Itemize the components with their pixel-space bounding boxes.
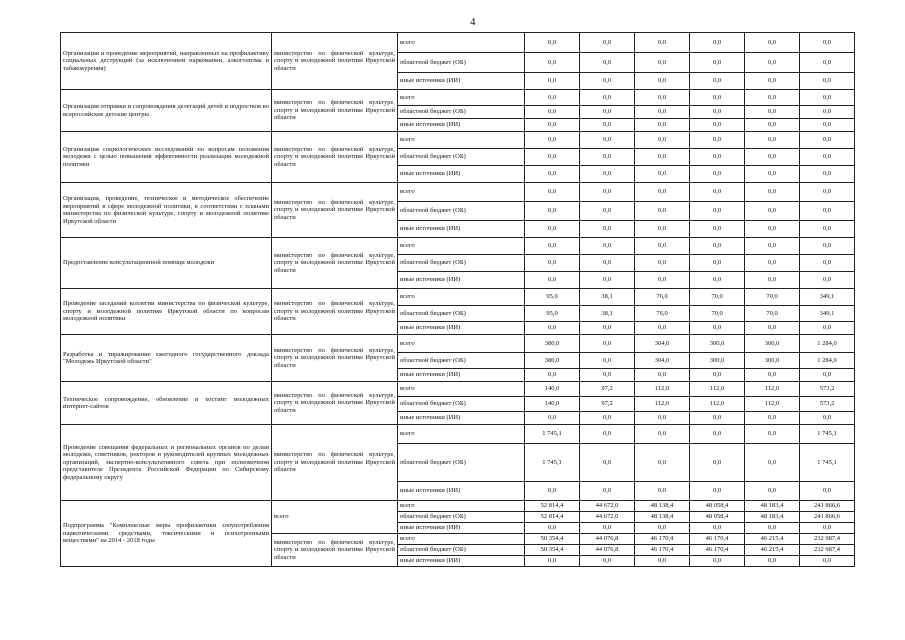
funding-source: областной бюджет (ОБ) <box>398 444 525 482</box>
amount-year-2: 44 672,0 <box>580 501 635 512</box>
amount-year-5: 0,0 <box>745 412 800 425</box>
amount-year-6: 0,0 <box>800 90 855 106</box>
responsible-executor: министерство по физической культуре, спорту и молодежной политике Иркутской области <box>272 33 398 90</box>
amount-year-6: 0,0 <box>800 73 855 90</box>
amount-year-1: 0,0 <box>525 322 580 335</box>
funding-source: областной бюджет (ОБ) <box>398 545 525 556</box>
funding-source: всего <box>398 425 525 444</box>
activity-name: Организация, проведение, техническое и методическое обеспечение мероприятий в сфере молодежной политики, в соответствии с планами министерства по физической культуре, спорту и молодежной политике Иркутской области <box>61 183 272 238</box>
amount-year-3: 304,0 <box>635 353 690 369</box>
activity-name: Организация отправки и сопровождения делегаций детей и подростков во всероссийские детские центры <box>61 90 272 132</box>
amount-year-2: 0,0 <box>580 73 635 90</box>
table-row <box>61 382 855 397</box>
amount-year-3: 0,0 <box>635 106 690 119</box>
amount-year-4: 0,0 <box>690 132 745 149</box>
amount-year-4: 70,0 <box>690 289 745 306</box>
table-row <box>61 425 855 444</box>
amount-year-4: 0,0 <box>690 53 745 73</box>
responsible-executor: министерство по физической культуре, спорту и молодежной политике Иркутской области <box>272 132 398 183</box>
amount-year-1: 0,0 <box>525 255 580 272</box>
amount-year-2: 0,0 <box>580 202 635 221</box>
amount-year-6: 349,1 <box>800 306 855 322</box>
responsible-executor: министерство по физической культуре, спорту и молодежной политике Иркутской области <box>272 335 398 382</box>
amount-year-6: 0,0 <box>800 149 855 166</box>
amount-year-5: 0,0 <box>745 322 800 335</box>
funding-source: областной бюджет (ОБ) <box>398 353 525 369</box>
amount-year-6: 1 745,1 <box>800 444 855 482</box>
amount-year-6: 0,0 <box>800 202 855 221</box>
amount-year-2: 0,0 <box>580 482 635 501</box>
responsible-executor: министерство по физической культуре, спорту и молодежной политике Иркутской области <box>272 534 398 567</box>
amount-year-3: 46 170,4 <box>635 545 690 556</box>
amount-year-5: 0,0 <box>745 149 800 166</box>
amount-year-3: 0,0 <box>635 53 690 73</box>
funding-source: всего <box>398 534 525 545</box>
table-row <box>61 33 855 53</box>
amount-year-2: 44 076,8 <box>580 545 635 556</box>
amount-year-1: 0,0 <box>525 221 580 238</box>
amount-year-3: 0,0 <box>635 272 690 289</box>
table-row <box>61 501 855 512</box>
amount-year-1: 50 354,4 <box>525 534 580 545</box>
amount-year-6: 0,0 <box>800 556 855 567</box>
amount-year-5: 0,0 <box>745 369 800 382</box>
amount-year-6: 1 745,1 <box>800 425 855 444</box>
funding-source: иные источники (ИИ) <box>398 523 525 534</box>
amount-year-1: 0,0 <box>525 482 580 501</box>
funding-source: иные источники (ИИ) <box>398 369 525 382</box>
amount-year-3: 0,0 <box>635 369 690 382</box>
amount-year-2: 97,2 <box>580 382 635 397</box>
amount-year-1: 0,0 <box>525 53 580 73</box>
amount-year-2: 0,0 <box>580 53 635 73</box>
amount-year-2: 0,0 <box>580 556 635 567</box>
responsible-executor: министерство по физической культуре, спорту и молодежной политике Иркутской области <box>272 238 398 289</box>
amount-year-3: 0,0 <box>635 255 690 272</box>
table-row <box>61 90 855 106</box>
amount-year-5: 0,0 <box>745 556 800 567</box>
amount-year-5: 112,0 <box>745 397 800 412</box>
amount-year-3: 46 170,4 <box>635 534 690 545</box>
responsible-executor: министерство по физической культуре, спорту и молодежной политике Иркутской области <box>272 90 398 132</box>
amount-year-5: 46 215,4 <box>745 545 800 556</box>
amount-year-3: 0,0 <box>635 556 690 567</box>
amount-year-5: 46 215,4 <box>745 534 800 545</box>
amount-year-1: 95,0 <box>525 306 580 322</box>
amount-year-3: 0,0 <box>635 523 690 534</box>
activity-name: Предоставление консультационной помощи молодежи <box>61 238 272 289</box>
funding-source: областной бюджет (ОБ) <box>398 202 525 221</box>
amount-year-2: 0,0 <box>580 425 635 444</box>
amount-year-1: 0,0 <box>525 106 580 119</box>
amount-year-3: 0,0 <box>635 132 690 149</box>
amount-year-5: 0,0 <box>745 106 800 119</box>
amount-year-2: 0,0 <box>580 335 635 353</box>
amount-year-6: 0,0 <box>800 183 855 202</box>
amount-year-1: 95,0 <box>525 289 580 306</box>
amount-year-5: 0,0 <box>745 202 800 221</box>
amount-year-6: 1 284,0 <box>800 353 855 369</box>
amount-year-4: 0,0 <box>690 255 745 272</box>
amount-year-2: 0,0 <box>580 353 635 369</box>
amount-year-1: 0,0 <box>525 412 580 425</box>
amount-year-3: 0,0 <box>635 412 690 425</box>
funding-source: иные источники (ИИ) <box>398 119 525 132</box>
responsible-executor: министерство по физической культуре, спорту и молодежной политике Иркутской области <box>272 382 398 425</box>
amount-year-3: 76,0 <box>635 306 690 322</box>
amount-year-2: 0,0 <box>580 238 635 255</box>
amount-year-1: 1 745,1 <box>525 444 580 482</box>
amount-year-1: 50 354,4 <box>525 545 580 556</box>
amount-year-1: 0,0 <box>525 73 580 90</box>
amount-year-2: 0,0 <box>580 119 635 132</box>
activity-name: Организация социологических исследований по вопросам положения молодежи с целью повышения эффективности реализации молодежной политики <box>61 132 272 183</box>
amount-year-3: 0,0 <box>635 322 690 335</box>
funding-source: областной бюджет (ОБ) <box>398 255 525 272</box>
funding-source: всего <box>398 33 525 53</box>
amount-year-1: 1 745,1 <box>525 425 580 444</box>
amount-year-6: 0,0 <box>800 33 855 53</box>
amount-year-3: 304,0 <box>635 335 690 353</box>
amount-year-4: 0,0 <box>690 90 745 106</box>
amount-year-3: 48 138,4 <box>635 512 690 523</box>
amount-year-4: 112,0 <box>690 397 745 412</box>
amount-year-5: 0,0 <box>745 166 800 183</box>
amount-year-4: 0,0 <box>690 149 745 166</box>
amount-year-5: 0,0 <box>745 272 800 289</box>
amount-year-5: 300,0 <box>745 353 800 369</box>
amount-year-1: 380,0 <box>525 335 580 353</box>
amount-year-6: 573,2 <box>800 397 855 412</box>
amount-year-3: 0,0 <box>635 482 690 501</box>
amount-year-4: 0,0 <box>690 272 745 289</box>
amount-year-2: 44 672,0 <box>580 512 635 523</box>
funding-source: областной бюджет (ОБ) <box>398 53 525 73</box>
amount-year-2: 38,1 <box>580 289 635 306</box>
amount-year-1: 0,0 <box>525 166 580 183</box>
amount-year-1: 52 814,4 <box>525 501 580 512</box>
amount-year-6: 0,0 <box>800 106 855 119</box>
amount-year-4: 0,0 <box>690 166 745 183</box>
activity-name: Разработка и тиражирование ежегодного государственного доклада "Молодежь Иркутской области" <box>61 335 272 382</box>
amount-year-3: 0,0 <box>635 33 690 53</box>
funding-source: всего <box>398 90 525 106</box>
amount-year-4: 0,0 <box>690 119 745 132</box>
amount-year-2: 0,0 <box>580 523 635 534</box>
amount-year-6: 0,0 <box>800 369 855 382</box>
amount-year-6: 232 987,4 <box>800 545 855 556</box>
amount-year-6: 0,0 <box>800 482 855 501</box>
amount-year-1: 0,0 <box>525 33 580 53</box>
amount-year-5: 0,0 <box>745 482 800 501</box>
amount-year-2: 0,0 <box>580 412 635 425</box>
amount-year-1: 0,0 <box>525 523 580 534</box>
amount-year-6: 232 987,4 <box>800 534 855 545</box>
funding-source: областной бюджет (ОБ) <box>398 149 525 166</box>
funding-source: иные источники (ИИ) <box>398 73 525 90</box>
amount-year-2: 38,1 <box>580 306 635 322</box>
amount-year-4: 70,0 <box>690 306 745 322</box>
amount-year-3: 0,0 <box>635 183 690 202</box>
budget-table-body <box>61 33 855 567</box>
funding-source: всего <box>398 335 525 353</box>
amount-year-3: 0,0 <box>635 119 690 132</box>
amount-year-4: 0,0 <box>690 106 745 119</box>
funding-source: всего <box>398 501 525 512</box>
amount-year-4: 300,0 <box>690 335 745 353</box>
amount-year-5: 70,0 <box>745 289 800 306</box>
amount-year-5: 300,0 <box>745 335 800 353</box>
activity-name: Организация и проведение мероприятий, направленных на профилактику социальных деструкций (за исключением наркомании, алкоголизма и табакокурения) <box>61 33 272 90</box>
amount-year-1: 0,0 <box>525 90 580 106</box>
funding-source: иные источники (ИИ) <box>398 221 525 238</box>
funding-source: иные источники (ИИ) <box>398 272 525 289</box>
activity-name: Техническое сопровождение, обновление и хостинг молодежных интернет-сайтов <box>61 382 272 425</box>
amount-year-5: 0,0 <box>745 132 800 149</box>
amount-year-5: 0,0 <box>745 444 800 482</box>
amount-year-5: 0,0 <box>745 73 800 90</box>
amount-year-4: 0,0 <box>690 444 745 482</box>
amount-year-1: 0,0 <box>525 149 580 166</box>
amount-year-1: 140,0 <box>525 382 580 397</box>
funding-source: иные источники (ИИ) <box>398 166 525 183</box>
amount-year-4: 0,0 <box>690 523 745 534</box>
amount-year-6: 573,2 <box>800 382 855 397</box>
amount-year-2: 0,0 <box>580 221 635 238</box>
activity-name: Проведение заседаний коллегии министерства по физической культуре, спорту и молодежной политике Иркутской области по вопросам молодежной политики <box>61 289 272 335</box>
amount-year-6: 0,0 <box>800 132 855 149</box>
amount-year-5: 0,0 <box>745 53 800 73</box>
funding-source: иные источники (ИИ) <box>398 482 525 501</box>
amount-year-5: 0,0 <box>745 425 800 444</box>
table-row <box>61 183 855 202</box>
amount-year-3: 48 138,4 <box>635 501 690 512</box>
amount-year-3: 0,0 <box>635 444 690 482</box>
amount-year-6: 0,0 <box>800 53 855 73</box>
amount-year-5: 0,0 <box>745 119 800 132</box>
amount-year-3: 0,0 <box>635 90 690 106</box>
amount-year-1: 0,0 <box>525 119 580 132</box>
amount-year-3: 0,0 <box>635 202 690 221</box>
amount-year-3: 112,0 <box>635 382 690 397</box>
amount-year-6: 349,1 <box>800 289 855 306</box>
amount-year-6: 0,0 <box>800 412 855 425</box>
amount-year-4: 0,0 <box>690 238 745 255</box>
amount-year-5: 48 183,4 <box>745 512 800 523</box>
amount-year-3: 0,0 <box>635 149 690 166</box>
amount-year-2: 0,0 <box>580 33 635 53</box>
amount-year-4: 48 058,4 <box>690 512 745 523</box>
amount-year-5: 0,0 <box>745 255 800 272</box>
funding-source: областной бюджет (ОБ) <box>398 512 525 523</box>
amount-year-1: 0,0 <box>525 272 580 289</box>
amount-year-1: 0,0 <box>525 369 580 382</box>
amount-year-4: 0,0 <box>690 412 745 425</box>
funding-source: всего <box>398 238 525 255</box>
amount-year-1: 0,0 <box>525 132 580 149</box>
amount-year-2: 0,0 <box>580 149 635 166</box>
amount-year-4: 46 170,4 <box>690 545 745 556</box>
responsible-executor: всего <box>272 501 398 534</box>
amount-year-4: 0,0 <box>690 183 745 202</box>
amount-year-2: 0,0 <box>580 183 635 202</box>
amount-year-6: 0,0 <box>800 119 855 132</box>
funding-source: иные источники (ИИ) <box>398 412 525 425</box>
amount-year-5: 48 183,4 <box>745 501 800 512</box>
amount-year-6: 1 284,0 <box>800 335 855 353</box>
amount-year-4: 0,0 <box>690 369 745 382</box>
amount-year-2: 44 076,8 <box>580 534 635 545</box>
amount-year-2: 0,0 <box>580 90 635 106</box>
budget-table <box>60 32 855 567</box>
amount-year-1: 380,0 <box>525 353 580 369</box>
amount-year-6: 0,0 <box>800 238 855 255</box>
amount-year-1: 140,0 <box>525 397 580 412</box>
amount-year-6: 0,0 <box>800 523 855 534</box>
amount-year-6: 0,0 <box>800 255 855 272</box>
amount-year-6: 0,0 <box>800 272 855 289</box>
amount-year-4: 0,0 <box>690 202 745 221</box>
amount-year-2: 0,0 <box>580 255 635 272</box>
amount-year-5: 0,0 <box>745 183 800 202</box>
amount-year-4: 0,0 <box>690 425 745 444</box>
amount-year-6: 0,0 <box>800 166 855 183</box>
amount-year-1: 0,0 <box>525 202 580 221</box>
amount-year-2: 0,0 <box>580 369 635 382</box>
funding-source: всего <box>398 289 525 306</box>
responsible-executor: министерство по физической культуре, спорту и молодежной политике Иркутской области <box>272 183 398 238</box>
amount-year-6: 241 866,6 <box>800 512 855 523</box>
amount-year-4: 0,0 <box>690 73 745 90</box>
amount-year-4: 0,0 <box>690 482 745 501</box>
amount-year-5: 0,0 <box>745 523 800 534</box>
amount-year-3: 0,0 <box>635 425 690 444</box>
amount-year-6: 0,0 <box>800 322 855 335</box>
amount-year-4: 48 058,4 <box>690 501 745 512</box>
funding-source: областной бюджет (ОБ) <box>398 306 525 322</box>
funding-source: иные источники (ИИ) <box>398 556 525 567</box>
table-row <box>61 132 855 149</box>
amount-year-2: 0,0 <box>580 166 635 183</box>
responsible-executor: министерство по физической культуре, спорту и молодежной политике Иркутской области <box>272 425 398 501</box>
amount-year-4: 46 170,4 <box>690 534 745 545</box>
funding-source: областной бюджет (ОБ) <box>398 106 525 119</box>
amount-year-4: 0,0 <box>690 556 745 567</box>
amount-year-4: 0,0 <box>690 221 745 238</box>
amount-year-4: 112,0 <box>690 382 745 397</box>
funding-source: иные источники (ИИ) <box>398 322 525 335</box>
page-number: 4 <box>470 16 476 28</box>
amount-year-5: 0,0 <box>745 33 800 53</box>
amount-year-5: 0,0 <box>745 90 800 106</box>
amount-year-4: 300,0 <box>690 353 745 369</box>
activity-name: Проведение совещания федеральных и региональных органов по делам молодежи, советников, ректоров и руководителей крупных молодежных организаций, экспертно-консультативного совета при полномочном представителе Президента Российской Федерации по Сибирскому федеральному округу <box>61 425 272 501</box>
funding-source: областной бюджет (ОБ) <box>398 397 525 412</box>
amount-year-1: 0,0 <box>525 556 580 567</box>
amount-year-6: 241 866,6 <box>800 501 855 512</box>
amount-year-5: 112,0 <box>745 382 800 397</box>
amount-year-2: 0,0 <box>580 106 635 119</box>
funding-source: всего <box>398 132 525 149</box>
amount-year-3: 0,0 <box>635 166 690 183</box>
amount-year-2: 97,2 <box>580 397 635 412</box>
amount-year-3: 0,0 <box>635 238 690 255</box>
activity-name: Подпрограмма "Комплексные меры профилактики злоупотребления наркотическими средствами, токсическими и психотропными веществами" на 2014 - 2018 годы <box>61 501 272 567</box>
amount-year-2: 0,0 <box>580 132 635 149</box>
amount-year-6: 0,0 <box>800 221 855 238</box>
amount-year-5: 70,0 <box>745 306 800 322</box>
amount-year-2: 0,0 <box>580 444 635 482</box>
amount-year-1: 52 814,4 <box>525 512 580 523</box>
table-row <box>61 289 855 306</box>
amount-year-3: 112,0 <box>635 397 690 412</box>
amount-year-1: 0,0 <box>525 238 580 255</box>
amount-year-5: 0,0 <box>745 221 800 238</box>
amount-year-4: 0,0 <box>690 322 745 335</box>
amount-year-3: 0,0 <box>635 221 690 238</box>
amount-year-3: 0,0 <box>635 73 690 90</box>
funding-source: всего <box>398 183 525 202</box>
amount-year-3: 76,0 <box>635 289 690 306</box>
funding-source: всего <box>398 382 525 397</box>
table-row <box>61 238 855 255</box>
amount-year-2: 0,0 <box>580 322 635 335</box>
amount-year-4: 0,0 <box>690 33 745 53</box>
amount-year-2: 0,0 <box>580 272 635 289</box>
amount-year-5: 0,0 <box>745 238 800 255</box>
table-row <box>61 335 855 353</box>
amount-year-1: 0,0 <box>525 183 580 202</box>
responsible-executor: министерство по физической культуре, спорту и молодежной политике Иркутской области <box>272 289 398 335</box>
